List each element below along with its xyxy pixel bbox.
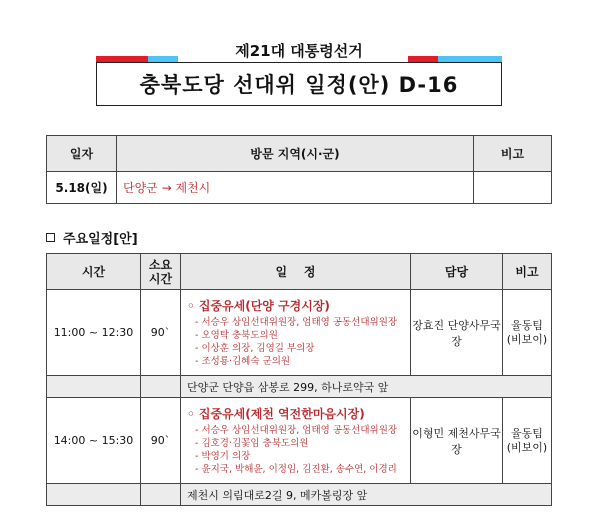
- schedule-attendee-line: - 서승우 상임선대위원장, 엄태영 공동선대위원장: [195, 317, 398, 328]
- header-time: 시간: [47, 254, 141, 290]
- schedule-attendee-line: - 서승우 상임선대위원장, 엄태영 공동선대위원장: [195, 425, 398, 436]
- schedule-remark: 율동팀 (비보이): [503, 398, 552, 484]
- visit-table-row: [47, 172, 552, 204]
- schedule-remark: 율동팀 (비보이): [503, 290, 552, 376]
- square-bullet-icon: [46, 233, 55, 242]
- schedule-time: 14:00 ~ 15:30: [47, 398, 141, 484]
- address-spacer: [47, 484, 141, 506]
- schedule-attendee-line: - 김호경·김꽃임 충북도의원: [195, 438, 309, 449]
- schedule-owner: 장효진 단양사무국장: [411, 290, 503, 376]
- schedule-attendee-line: - 박영기 의장: [195, 451, 251, 462]
- visit-table-header: [47, 136, 552, 172]
- election-subtitle: 제21대 대통령선거: [235, 42, 363, 60]
- schedule-owner: 이형민 제천사무국장: [411, 398, 503, 484]
- schedule-attendee-line: - 오영탁 충북도의원: [195, 330, 278, 341]
- page-title: 충북도당 선대위 일정(안) D-16: [96, 62, 502, 106]
- schedule-attendee-line: - 이상훈 의장, 김영길 부의장: [195, 343, 315, 354]
- schedule-duration: 90`: [141, 398, 181, 484]
- header-duration: 소요 시간: [141, 254, 181, 290]
- schedule-detail: [181, 290, 411, 376]
- visit-note: [474, 172, 552, 204]
- section-title-text: 주요일정[안]: [63, 232, 138, 247]
- schedule-duration: 90`: [141, 290, 181, 376]
- schedule-row: [47, 398, 552, 484]
- schedule-detail: [181, 398, 411, 484]
- header-note: 비고: [474, 136, 552, 172]
- schedule-address-row: [47, 376, 552, 398]
- schedule-attendee-line: - 조성룡·김혜숙 군의원: [195, 356, 291, 367]
- header-remark: 비고: [503, 254, 552, 290]
- header-schedule: 일 정: [181, 254, 411, 290]
- visit-date: 5.18(일): [47, 172, 117, 204]
- header-date: 일자: [47, 136, 117, 172]
- address-spacer: [141, 484, 181, 506]
- schedule-address-row: [47, 484, 552, 506]
- address-spacer: [141, 376, 181, 398]
- section-title: [46, 228, 138, 247]
- schedule-address: 단양군 단양읍 삼봉로 299, 하나로약국 앞: [181, 376, 552, 398]
- address-spacer: [47, 376, 141, 398]
- schedule-attendee-line: - 윤지국, 박해윤, 이정임, 김진환, 송수연, 이경리: [195, 464, 397, 475]
- schedule-title: ◦ 집중유세(제천 역전한마음시장): [187, 407, 365, 421]
- header-region: 방문 지역(시·군): [117, 136, 474, 172]
- header-owner: 담당: [411, 254, 503, 290]
- visit-table: [46, 135, 552, 204]
- schedule-address: 제천시 의림대로2길 9, 메카볼링장 앞: [181, 484, 552, 506]
- schedule-row: [47, 290, 552, 376]
- schedule-table: [46, 253, 552, 506]
- schedule-time: 11:00 ~ 12:30: [47, 290, 141, 376]
- visit-route: 단양군 → 제천시: [117, 172, 474, 204]
- schedule-title: ◦ 집중유세(단양 구경시장): [187, 299, 330, 313]
- schedule-header: [47, 254, 552, 290]
